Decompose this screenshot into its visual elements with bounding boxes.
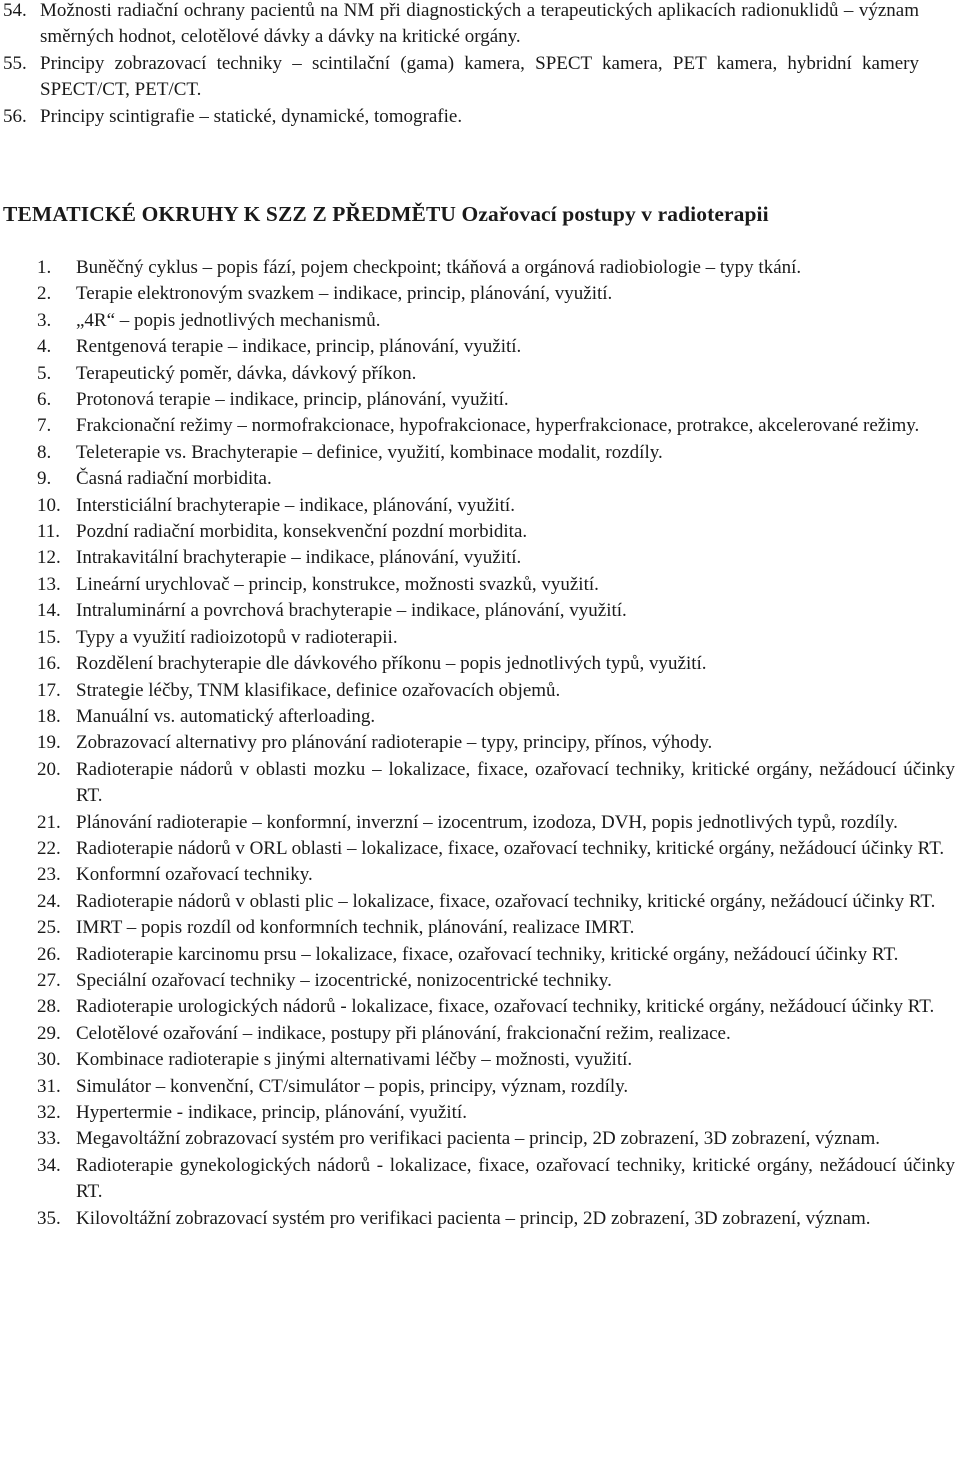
item-number: 7. — [37, 415, 52, 437]
item-number: 56. — [3, 105, 27, 127]
list-item — [37, 994, 959, 1020]
list-item — [37, 942, 959, 968]
item-text: Teleterapie vs. Brachyterapie – definice, využití, kombinace modalit, rozdíly. — [76, 441, 663, 463]
list-item — [37, 1074, 959, 1100]
item-text: Protonová terapie – indikace, princip, plánování, využití. — [76, 389, 509, 411]
list-item — [37, 308, 959, 334]
list-item — [37, 862, 959, 888]
item-text: Buněčný cyklus – popis fází, pojem checkpoint; tkáňová a orgánová radiobiologie – typy tkání. — [76, 257, 802, 278]
item-text: Intrakavitální brachyterapie – indikace, plánování, využití. — [76, 547, 522, 569]
item-number: 16. — [37, 653, 61, 675]
item-number: 15. — [37, 626, 61, 648]
section-heading: TEMATICKÉ OKRUHY K SZZ Z PŘEDMĚTU Ozařovací postupy v radioterapii — [3, 202, 769, 226]
item-number: 29. — [37, 1022, 61, 1044]
item-number: 9. — [37, 468, 52, 490]
item-number: 2. — [37, 283, 52, 305]
item-number: 26. — [37, 943, 61, 965]
item-text: Intraluminární a povrchová brachyterapie – indikace, plánování, využití. — [76, 600, 627, 622]
list-item — [37, 915, 959, 941]
list-item — [37, 1126, 959, 1152]
list-item — [37, 1021, 959, 1047]
item-number: 31. — [37, 1075, 61, 1097]
item-number: 14. — [37, 600, 61, 622]
item-number: 20. — [37, 758, 61, 780]
item-number: 55. — [3, 52, 27, 74]
list-item — [3, 0, 923, 51]
list-item — [3, 104, 923, 130]
item-text: Speciální ozařovací techniky – izocentrické, nonizocentrické techniky. — [76, 969, 612, 991]
item-text: Manuální vs. automatický afterloading. — [76, 705, 376, 727]
item-text: Konformní ozařovací techniky. — [76, 864, 313, 886]
list-item — [37, 493, 959, 519]
item-number: 1. — [37, 257, 52, 278]
item-number: 8. — [37, 441, 52, 463]
item-number: 13. — [37, 573, 61, 595]
item-text: Radioterapie nádorů v oblasti plic – lokalizace, fixace, ozařovací techniky, kritické orgány, nežádoucí účinky RT. — [76, 890, 936, 912]
item-text: Časná radiační morbidita. — [76, 468, 272, 490]
item-number: 21. — [37, 811, 61, 833]
list-item — [37, 334, 959, 360]
list-item — [37, 598, 959, 624]
item-text: Rozdělení brachyterapie dle dávkového příkonu – popis jednotlivých typů, využití. — [76, 653, 707, 675]
list-item — [37, 281, 959, 307]
item-number: 34. — [37, 1154, 61, 1176]
item-text: Radioterapie gynekologických nádorů - lokalizace, fixace, ozařovací techniky, kritické orgány, nežádoucí účinky RT. — [76, 1154, 955, 1203]
list-item — [37, 757, 959, 810]
item-text: Kombinace radioterapie s jinými alternativami léčby – možnosti, využití. — [76, 1049, 633, 1071]
item-text: Radioterapie nádorů v oblasti mozku – lokalizace, fixace, ozařovací techniky, kritické orgány, nežádoucí účinky RT. — [76, 758, 955, 807]
list-item — [37, 889, 959, 915]
list-item — [37, 836, 959, 862]
item-text: Intersticiální brachyterapie – indikace, plánování, využití. — [76, 494, 515, 516]
item-number: 17. — [37, 679, 61, 701]
previous-topic-list — [3, 0, 923, 130]
item-number: 30. — [37, 1049, 61, 1071]
item-text: Kilovoltážní zobrazovací systém pro verifikaci pacienta – princip, 2D zobrazení, 3D zobrazení, význam. — [76, 1207, 871, 1229]
item-number: 24. — [37, 890, 61, 912]
list-item — [37, 1047, 959, 1073]
list-item — [37, 466, 959, 492]
item-number: 25. — [37, 917, 61, 939]
item-text: Radioterapie urologických nádorů - lokalizace, fixace, ozařovací techniky, kritické orgány, nežádoucí účinky RT. — [76, 996, 935, 1018]
item-text: Radioterapie nádorů v ORL oblasti – lokalizace, fixace, ozařovací techniky, kritické orgány, nežádoucí účinky RT. — [76, 837, 945, 859]
item-number: 19. — [37, 732, 61, 754]
item-number: 10. — [37, 494, 61, 516]
item-text: Hypertermie - indikace, princip, plánování, využití. — [76, 1102, 467, 1123]
item-number: 27. — [37, 969, 61, 991]
list-item — [37, 361, 959, 387]
item-text: Rentgenová terapie – indikace, princip, plánování, využití. — [76, 336, 522, 358]
list-item — [37, 413, 959, 439]
item-number: 35. — [37, 1207, 61, 1229]
item-text: Principy zobrazovací techniky – scintilační (gama) kamera, SPECT kamera, PET kamera, hybridní kamery SPECT/CT, PET/CT. — [40, 52, 919, 101]
list-item — [3, 51, 923, 104]
topic-list — [37, 255, 959, 1232]
item-text: Terapeutický poměr, dávka, dávkový příkon. — [76, 362, 417, 384]
item-number: 22. — [37, 837, 61, 859]
list-item — [37, 572, 959, 598]
item-text: Typy a využití radioizotopů v radioterapii. — [76, 626, 398, 648]
list-item — [37, 1206, 959, 1232]
list-item — [37, 651, 959, 677]
item-number: 32. — [37, 1102, 61, 1123]
list-item — [37, 387, 959, 413]
list-item — [37, 968, 959, 994]
item-text: Principy scintigrafie – statické, dynamické, tomografie. — [40, 105, 463, 127]
item-text: Lineární urychlovač – princip, konstrukce, možnosti svazků, využití. — [76, 573, 599, 595]
item-number: 18. — [37, 705, 61, 727]
item-number: 28. — [37, 996, 61, 1018]
list-item — [37, 545, 959, 571]
list-item — [37, 1153, 959, 1206]
item-text: Terapie elektronovým svazkem – indikace, princip, plánování, využití. — [76, 283, 613, 305]
list-item — [37, 678, 959, 704]
item-number: 33. — [37, 1128, 61, 1150]
list-item — [37, 1100, 959, 1126]
item-text: Radioterapie karcinomu prsu – lokalizace, fixace, ozařovací techniky, kritické orgány, nežádoucí účinky RT. — [76, 943, 899, 965]
item-text: Možnosti radiační ochrany pacientů na NM při diagnostických a terapeutických aplikacích radionuklidů – význam směrných hodnot, celotělové dávky a dávky na kritické orgány. — [40, 0, 919, 48]
item-number: 5. — [37, 362, 52, 384]
item-number: 3. — [37, 309, 52, 331]
list-item — [37, 704, 959, 730]
list-item — [37, 519, 959, 545]
item-text: Zobrazovací alternativy pro plánování radioterapie – typy, principy, přínos, výhody. — [76, 732, 713, 754]
item-number: 54. — [3, 0, 27, 21]
list-item — [37, 625, 959, 651]
item-text: Megavoltážní zobrazovací systém pro verifikaci pacienta – princip, 2D zobrazení, 3D zobrazení, význam. — [76, 1128, 881, 1150]
item-number: 11. — [37, 521, 61, 543]
item-text: Simulátor – konvenční, CT/simulátor – popis, principy, význam, rozdíly. — [76, 1075, 629, 1097]
item-text: Plánování radioterapie – konformní, inverzní – izocentrum, izodoza, DVH, popis jednotlivých typů, rozdíly. — [76, 811, 898, 833]
item-text: IMRT – popis rozdíl od konformních technik, plánování, realizace IMRT. — [76, 917, 635, 939]
item-number: 6. — [37, 389, 52, 411]
list-item — [37, 810, 959, 836]
item-text: Frakcionační režimy – normofrakcionace, hypofrakcionace, hyperfrakcionace, protrakce, akcelerované režimy. — [76, 415, 920, 437]
list-item — [37, 255, 959, 281]
item-text: Strategie léčby, TNM klasifikace, definice ozařovacích objemů. — [76, 679, 561, 701]
list-item — [37, 730, 959, 756]
item-text: Pozdní radiační morbidita, konsekvenční pozdní morbidita. — [76, 521, 528, 543]
item-number: 4. — [37, 336, 52, 358]
list-item — [37, 440, 959, 466]
item-number: 12. — [37, 547, 61, 569]
item-number: 23. — [37, 864, 61, 886]
item-text: Celotělové ozařování – indikace, postupy při plánování, frakcionační režim, realizace. — [76, 1022, 731, 1044]
item-text: „4R“ – popis jednotlivých mechanismů. — [76, 309, 381, 331]
